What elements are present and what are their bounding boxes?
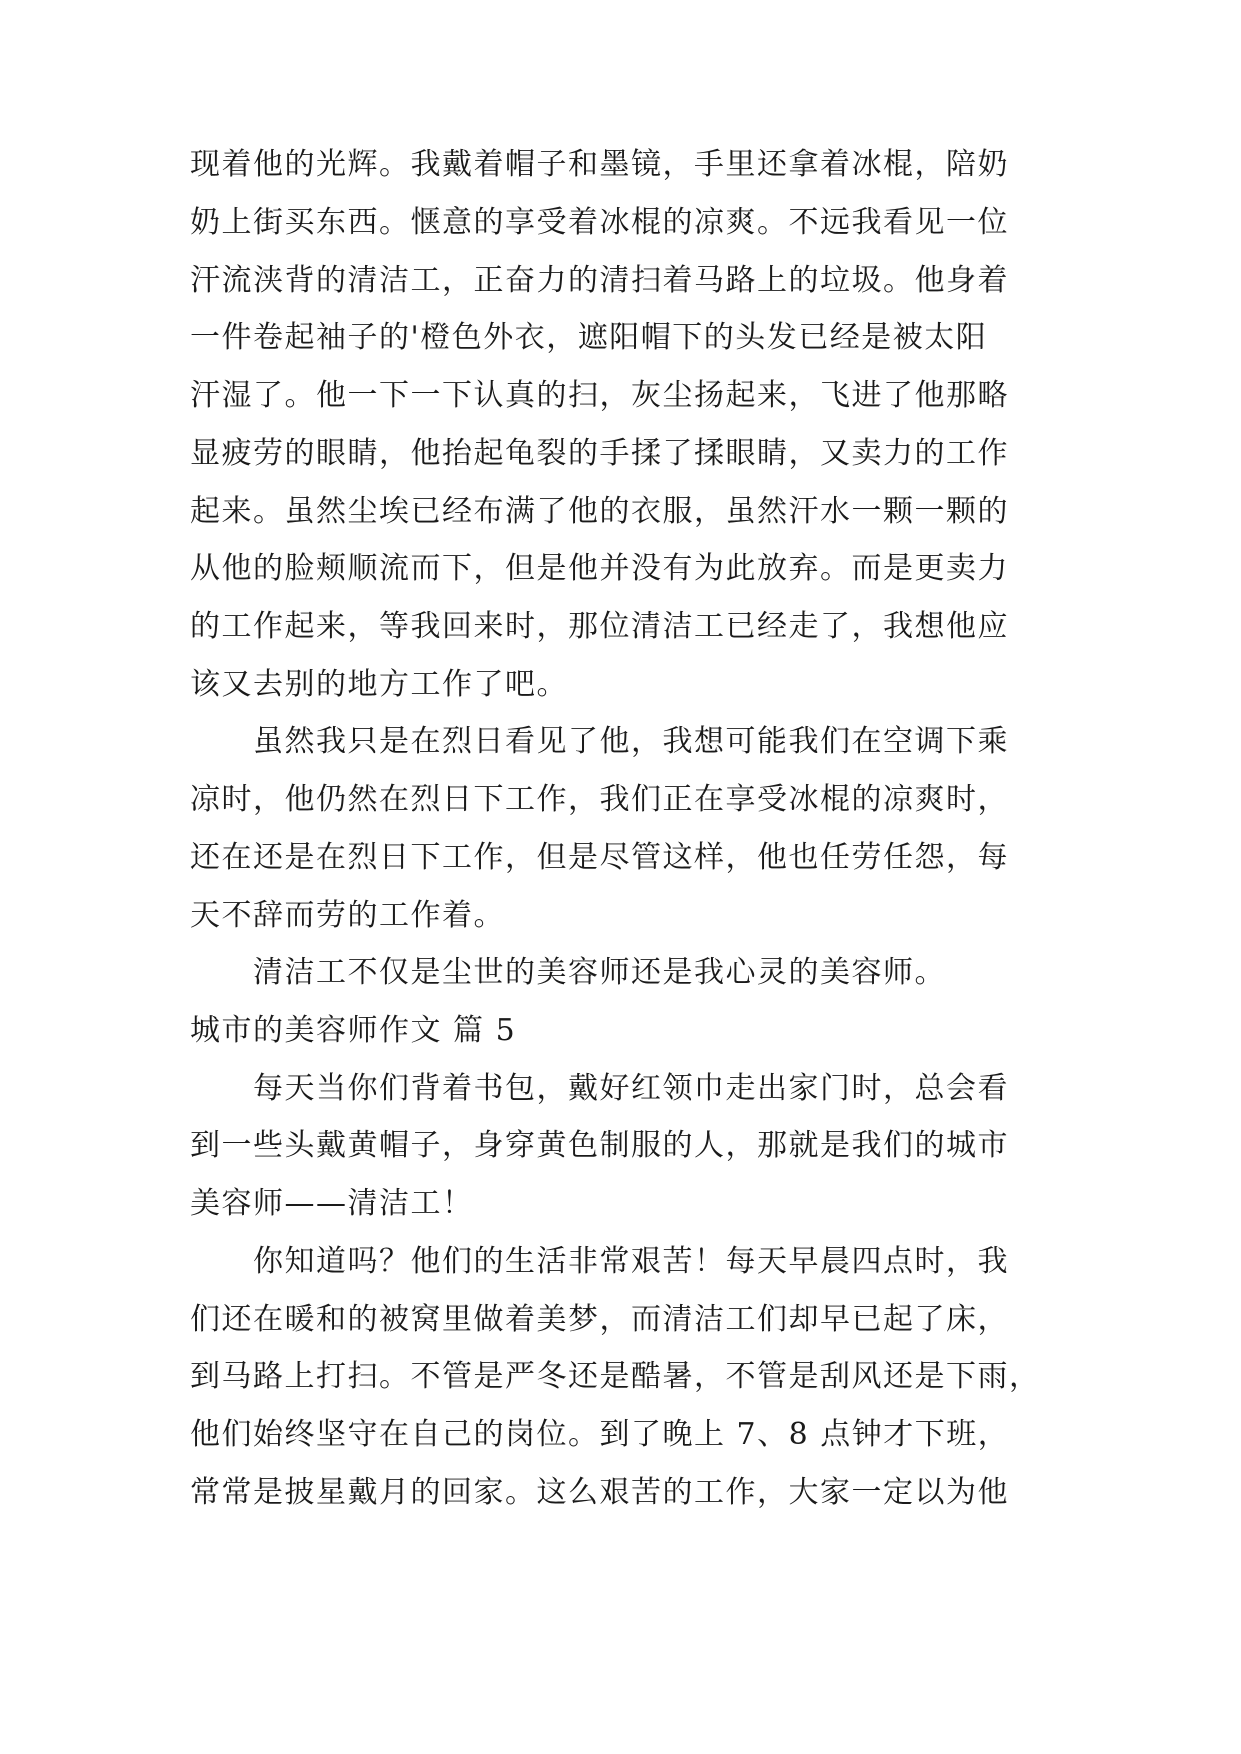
text-line: 现着他的光辉。我戴着帽子和墨镜，手里还拿着冰棍，陪奶 [190,147,1009,182]
text-line: 还在还是在烈日下工作，但是尽管这样，他也任劳任怨，每 [190,840,1009,875]
text-line: 天不辞而劳的工作着。 [190,898,505,933]
text-line: 他们始终坚守在自己的岗位。到了晚上 7、8 点钟才下班， [190,1417,1010,1452]
paragraph-first-line: 清洁工不仅是尘世的美容师还是我心灵的美容师。 [253,955,946,990]
text-line: 到一些头戴黄帽子，身穿黄色制服的人，那就是我们的城市 [190,1128,1009,1163]
paragraph-first-line: 每天当你们背着书包，戴好红领巾走出家门时，总会看 [253,1071,1009,1106]
text-line: 奶上街买东西。惬意的享受着冰棍的凉爽。不远我看见一位 [190,205,1009,240]
text-line: 常常是披星戴月的回家。这么艰苦的工作，大家一定以为他 [190,1475,1009,1510]
paragraph-first-line: 虽然我只是在烈日看见了他，我想可能我们在空调下乘 [253,724,1009,759]
text-line: 的工作起来，等我回来时，那位清洁工已经走了，我想他应 [190,609,1009,644]
text-line: 起来。虽然尘埃已经布满了他的衣服，虽然汗水一颗一颗的 [190,494,1009,529]
text-line: 显疲劳的眼睛，他抬起龟裂的手揉了揉眼睛，又卖力的工作 [190,436,1009,471]
text-line: 汗湿了。他一下一下认真的扫，灰尘扬起来，飞进了他那略 [190,378,1009,413]
text-line: 凉时，他仍然在烈日下工作，我们正在享受冰棍的凉爽时， [190,782,1009,817]
text-line: 该又去别的地方工作了吧。 [190,667,568,702]
paragraph-first-line: 你知道吗？他们的生活非常艰苦！每天早晨四点时，我 [253,1244,1009,1279]
text-line: 汗流浃背的清洁工，正奋力的清扫着马路上的垃圾。他身着 [190,263,1009,298]
text-line: 到马路上打扫。不管是严冬还是酷暑，不管是刮风还是下雨， [190,1359,1041,1394]
text-line: 从他的脸颊顺流而下，但是他并没有为此放弃。而是更卖力 [190,551,1009,586]
text-line: 一件卷起袖子的'橙色外衣，遮阳帽下的头发已经是被太阳 [190,320,988,355]
section-heading: 城市的美容师作文 篇 5 [190,1013,517,1048]
text-line: 们还在暖和的被窝里做着美梦，而清洁工们却早已起了床， [190,1302,1009,1337]
text-line: 美容师——清洁工！ [190,1186,474,1221]
